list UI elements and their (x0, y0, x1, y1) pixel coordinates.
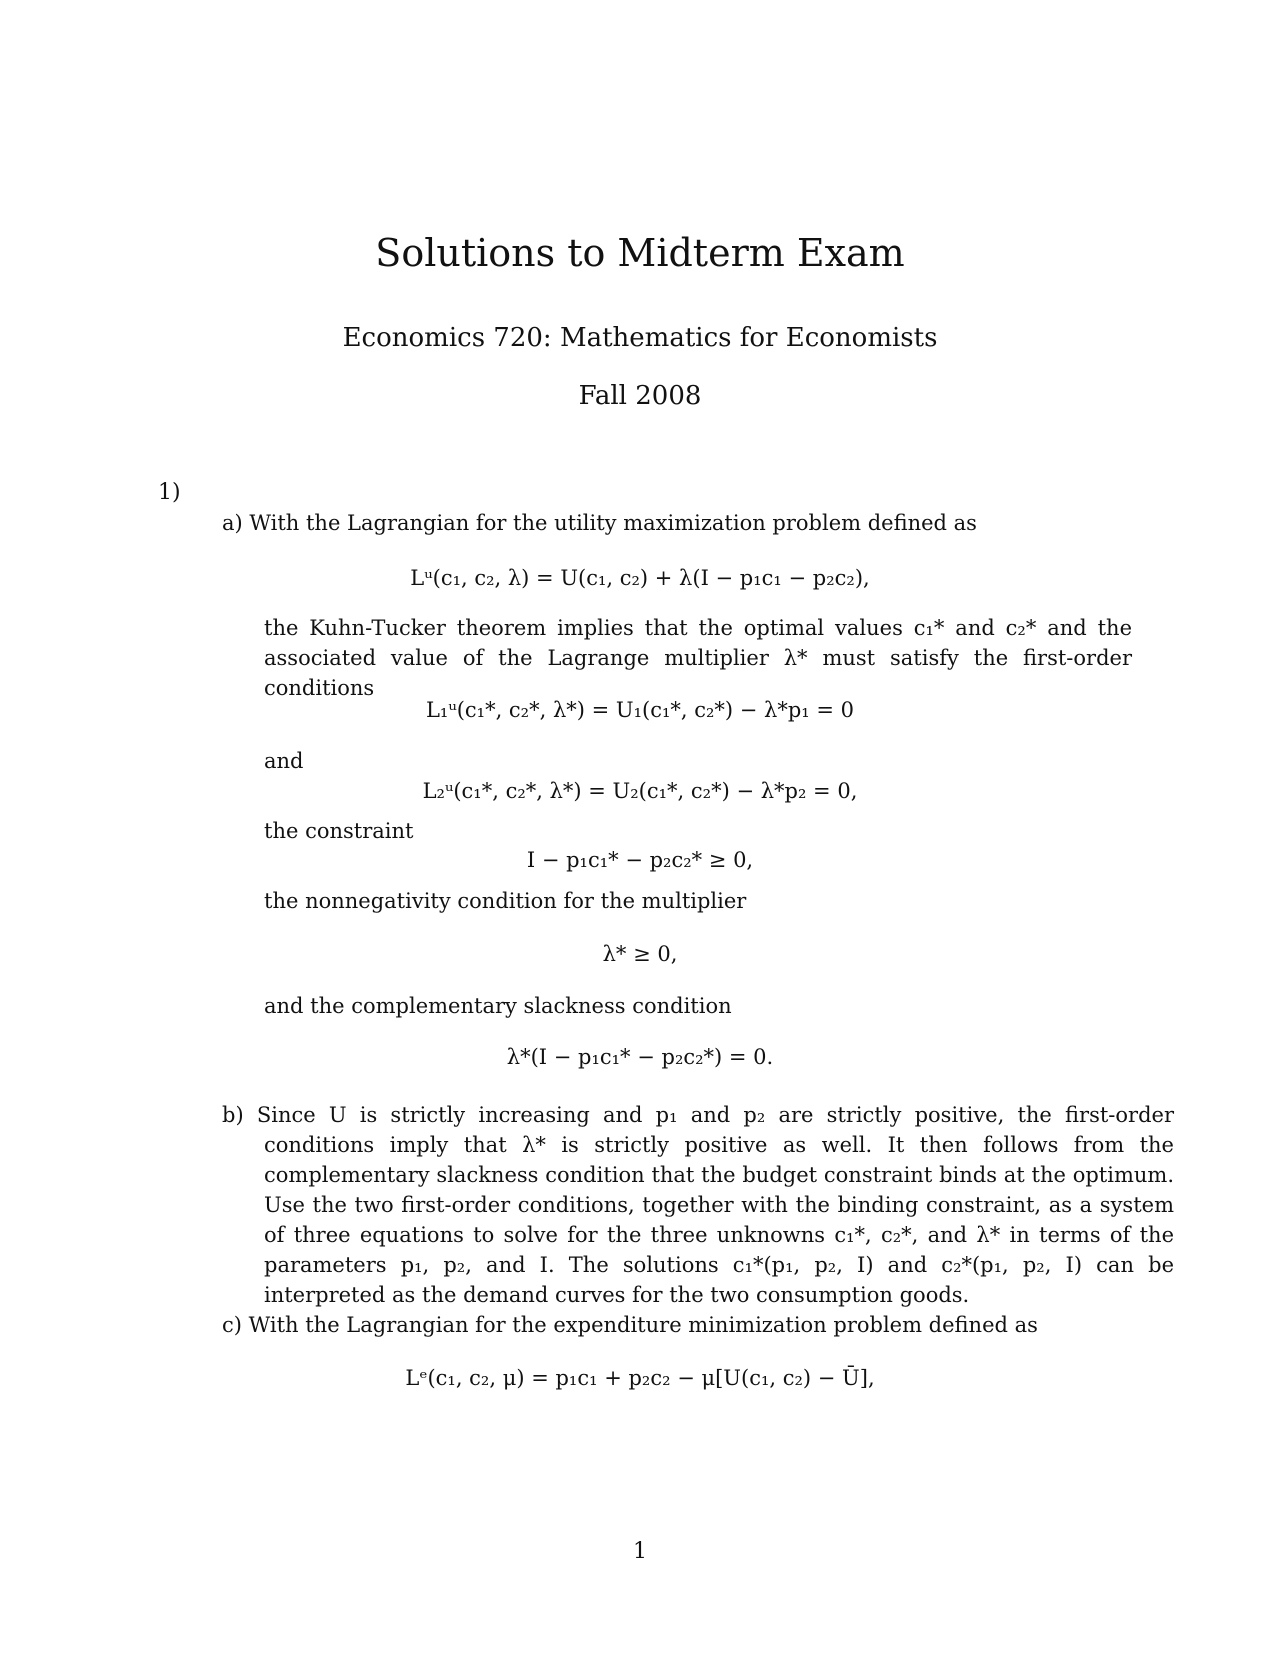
expenditure-lagrangian-equation: Lᵉ(c₁, c₂, μ) = p₁c₁ + p₂c₂ − μ[U(c₁, c₂) − Ū], (405, 1366, 875, 1390)
part-a-intro-text: With the Lagrangian for the utility maximization problem defined as (249, 511, 977, 535)
part-a-label: a) (222, 511, 243, 535)
part-c-intro-text: With the Lagrangian for the expenditure minimization problem defined as (248, 1313, 1038, 1337)
problem-number: 1) (158, 480, 181, 505)
part-b-text: Since U is strictly increasing and p₁ and p₂ are strictly positive, the first-order conditions imply that λ* is strictly positive as well. It then follows from the complementary slackness condition that the budget constraint binds at the optimum. Use the two first-order conditions, together with the binding constraint, as a system of three equations to solve for the three unknowns c₁*, c₂*, and λ* in terms of the parameters p₁, p₂, and I. The solutions c₁*(p₁, p₂, I) and c₂*(p₁, p₂, I) can be interpreted as the demand curves for the two consumption goods. (256, 1103, 1174, 1307)
utility-lagrangian-equation: Lᵘ(c₁, c₂, λ) = U(c₁, c₂) + λ(I − p₁c₁ − p₂c₂), (410, 566, 870, 590)
nonnegativity-equation: λ* ≥ 0, (602, 942, 678, 966)
part-c-label: c) (222, 1313, 242, 1337)
part-b-paragraph (222, 1100, 1174, 1310)
and-text: and (264, 749, 304, 773)
first-order-condition-1: L₁ᵘ(c₁*, c₂*, λ*) = U₁(c₁*, c₂*) − λ*p₁ = 0 (425, 698, 855, 722)
page-number: 1 (633, 1539, 647, 1564)
part-b-label: b) (222, 1103, 244, 1127)
course-name: Economics 720: Mathematics for Economists (342, 323, 938, 353)
constraint-label: the constraint (264, 819, 414, 843)
kuhn-tucker-paragraph: the Kuhn-Tucker theorem implies that the optimal values c₁* and c₂* and the associated value of the Lagrange multiplier λ* must satisfy the first-order conditions (264, 616, 1132, 700)
first-order-condition-2: L₂ᵘ(c₁*, c₂*, λ*) = U₂(c₁*, c₂*) − λ*p₂ = 0, (422, 779, 858, 803)
slackness-label: and the complementary slackness condition (264, 994, 732, 1018)
nonnegativity-label: the nonnegativity condition for the multiplier (264, 889, 747, 913)
document-title: Solutions to Midterm Exam (375, 231, 905, 275)
budget-constraint-equation: I − p₁c₁* − p₂c₂* ≥ 0, (526, 848, 754, 872)
complementary-slackness-equation: λ*(I − p₁c₁* − p₂c₂*) = 0. (506, 1045, 774, 1069)
part-a-intro (222, 508, 1132, 538)
part-c-intro (222, 1310, 1132, 1340)
term-date: Fall 2008 (578, 381, 702, 411)
